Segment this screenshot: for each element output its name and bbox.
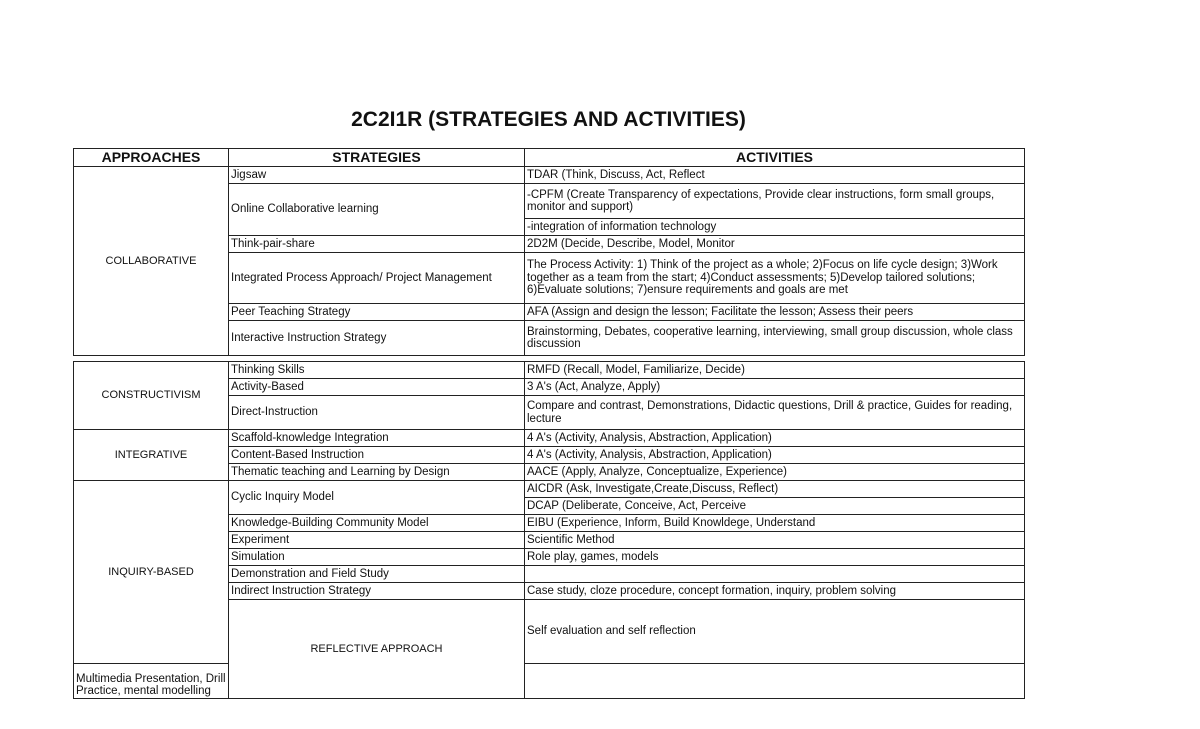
activity-cell: -CPFM (Create Transparency of expectations, Provide clear instructions, form small groups, monitor and support) bbox=[525, 184, 1025, 219]
strategy-cell: Content-Based Instruction bbox=[229, 447, 525, 464]
header-row bbox=[74, 149, 1025, 167]
activity-cell: Case study, cloze procedure, concept formation, inquiry, problem solving bbox=[525, 583, 1025, 600]
approach-integrative: INTEGRATIVE bbox=[74, 430, 229, 481]
activity-cell: 4 A's (Activity, Analysis, Abstraction, Application) bbox=[525, 430, 1025, 447]
activity-cell: EIBU (Experience, Inform, Build Knowldege, Understand bbox=[525, 515, 1025, 532]
strategy-cell: Indirect Instruction Strategy bbox=[229, 583, 525, 600]
strategy-cell: Cyclic Inquiry Model bbox=[229, 481, 525, 515]
table-row bbox=[74, 481, 1025, 498]
approach-collaborative: COLLABORATIVE bbox=[74, 167, 229, 356]
activity-cell: 2D2M (Decide, Describe, Model, Monitor bbox=[525, 236, 1025, 253]
activity-cell: TDAR (Think, Discuss, Act, Reflect bbox=[525, 167, 1025, 184]
strategies-table-continued bbox=[73, 361, 1025, 699]
header-activities: ACTIVITIES bbox=[525, 149, 1025, 167]
strategy-cell: Interactive Instruction Strategy bbox=[229, 321, 525, 356]
activity-cell: Role play, games, models bbox=[525, 549, 1025, 566]
table-row bbox=[74, 663, 1025, 698]
strategy-cell: Knowledge-Building Community Model bbox=[229, 515, 525, 532]
strategy-cell: Direct-Instruction bbox=[229, 396, 525, 430]
strategy-cell: Experiment bbox=[229, 532, 525, 549]
header-approaches: APPROACHES bbox=[74, 149, 229, 167]
activity-cell bbox=[525, 663, 1025, 698]
strategy-cell: Think-pair-share bbox=[229, 236, 525, 253]
activity-cell: Brainstorming, Debates, cooperative learning, interviewing, small group discussion, whole class discussion bbox=[525, 321, 1025, 356]
activity-cell: The Process Activity: 1) Think of the project as a whole; 2)Focus on life cycle design; 3)Work together as a team from the start; 4)Conduct assessments; 5)Develop tailored solutions; 6)Evaluate solutions; 7)ensure requirements and goals are met bbox=[525, 253, 1025, 304]
activity-cell: AICDR (Ask, Investigate,Create,Discuss, Reflect) bbox=[525, 481, 1025, 498]
table-row bbox=[74, 167, 1025, 184]
activity-cell: AFA (Assign and design the lesson; Facilitate the lesson; Assess their peers bbox=[525, 304, 1025, 321]
approach-constructivism: CONSTRUCTIVISM bbox=[74, 362, 229, 430]
strategies-table bbox=[73, 148, 1025, 356]
activity-cell: DCAP (Deliberate, Conceive, Act, Perceive bbox=[525, 498, 1025, 515]
activity-cell bbox=[525, 566, 1025, 583]
activity-cell: Scientific Method bbox=[525, 532, 1025, 549]
strategy-cell: Integrated Process Approach/ Project Management bbox=[229, 253, 525, 304]
strategy-cell: Online Collaborative learning bbox=[229, 184, 525, 236]
document-title: 2C2I1R (STRATEGIES AND ACTIVITIES) bbox=[351, 108, 746, 131]
strategy-cell: Jigsaw bbox=[229, 167, 525, 184]
table-row bbox=[74, 362, 1025, 379]
strategy-cell: Thinking Skills bbox=[229, 362, 525, 379]
activity-cell: AACE (Apply, Analyze, Conceptualize, Experience) bbox=[525, 464, 1025, 481]
strategy-cell: Multimedia Presentation, Drill Practice, mental modelling bbox=[74, 663, 229, 698]
activity-cell: Compare and contrast, Demonstrations, Didactic questions, Drill & practice, Guides for reading, lecture bbox=[525, 396, 1025, 430]
header-strategies: STRATEGIES bbox=[229, 149, 525, 167]
strategy-cell: Scaffold-knowledge Integration bbox=[229, 430, 525, 447]
strategy-cell: Peer Teaching Strategy bbox=[229, 304, 525, 321]
strategy-cell: Activity-Based bbox=[229, 379, 525, 396]
activity-cell: RMFD (Recall, Model, Familiarize, Decide) bbox=[525, 362, 1025, 379]
approach-reflective: REFLECTIVE APPROACH bbox=[229, 600, 525, 699]
activity-cell: 3 A's (Act, Analyze, Apply) bbox=[525, 379, 1025, 396]
strategy-cell: Self evaluation and self reflection bbox=[525, 600, 1025, 664]
strategy-cell: Simulation bbox=[229, 549, 525, 566]
table-row bbox=[74, 430, 1025, 447]
activity-cell: -integration of information technology bbox=[525, 219, 1025, 236]
strategy-cell: Demonstration and Field Study bbox=[229, 566, 525, 583]
activity-cell: 4 A's (Activity, Analysis, Abstraction, Application) bbox=[525, 447, 1025, 464]
strategy-cell: Thematic teaching and Learning by Design bbox=[229, 464, 525, 481]
approach-inquiry: INQUIRY-BASED bbox=[74, 481, 229, 664]
